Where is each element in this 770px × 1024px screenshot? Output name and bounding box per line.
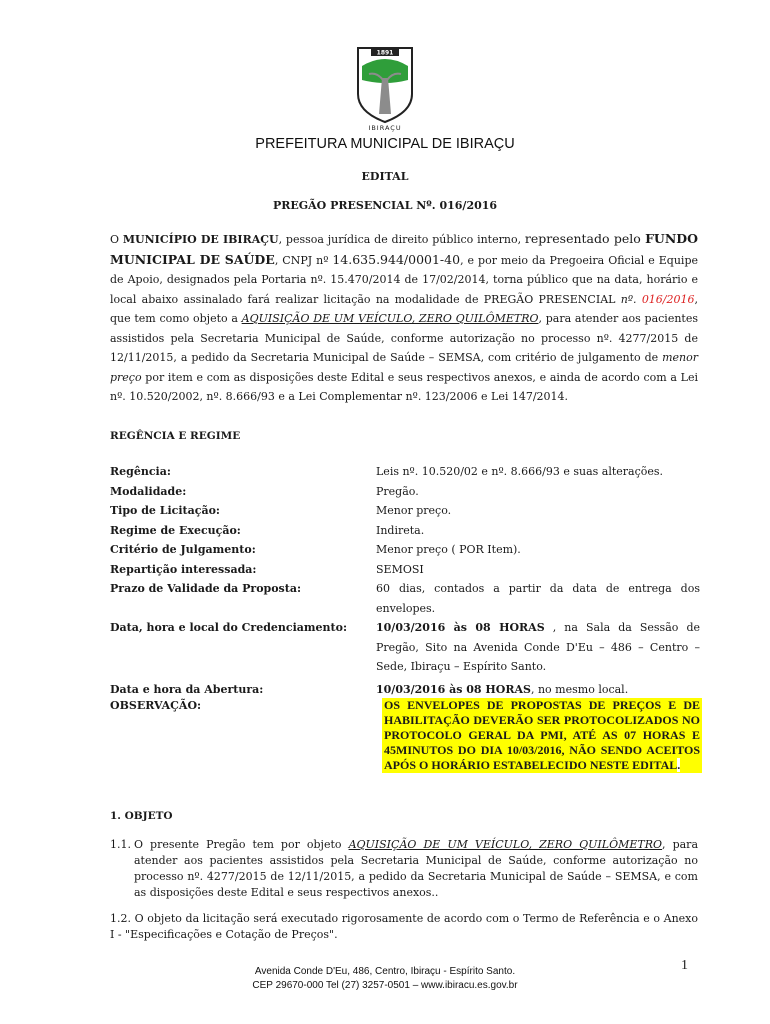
intro-paragraph: O MUNICÍPIO DE IBIRAÇU, pessoa jurídica de direito público interno, representado pelo FUNDO MUNICIPAL DE SAÚDE, CNPJ nº 14.635.944/0001-40, e por meio da Pregoeira Oficial e Equipe de Apoio, designados pela Portaria nº. 15.470/2014 de 17/02/2014, torna público que na data, horário e local abaixo assinalado fará realizar licitação na modalidade de PREGÃO PRESENCIAL nº. 016/2016, que tem como objeto a AQUISIÇÃO DE UM VEÍCULO, ZERO QUILÔMETRO, para atender aos pacientes assistidos pela Secretaria Municipal de Saúde, conforme autorização no processo nº. 4277/2015 de 12/11/2015, a pedido da Secretaria Municipal de Saúde – SEMSA, com critério de julgamento de menor preço por item e com as disposições deste Edital e seus respectivos anexos, e ainda de acordo com a Lei nº. 10.520/2002, nº. 8.666/93 e a Lei Complementar nº. 123/2006 e Lei 147/2014. [110,231,699,403]
table-row [110,618,700,677]
row-value: Menor preço. [376,504,452,517]
row-value: 60 dias, contados a partir da data de entrega dos envelopes. [376,582,700,615]
table-row [110,681,700,698]
row-label: Tipo de Licitação: [110,504,220,517]
svg-text:1891: 1891 [376,49,394,57]
row-value: Indireta. [376,523,425,537]
table-row [110,579,700,618]
observation-highlight: OS ENVELOPES DE PROPOSTAS DE PREÇOS E DE HABILITAÇÃO DEVERÃO SER PROTOCOLIZADOS NO PROTOCOLO GERAL DA PMI, ATÉ AS 07 HORAS E 45MINUTOS DO DIA 10/03/2016, NÃO SENDO ACEITOS APÓS O HORÁRIO ESTABELECIDO NESTE EDITAL. [384,697,700,772]
row-label: Regência: [110,465,171,478]
row-value: Menor preço ( POR Item). [376,543,521,556]
regencia-heading: REGÊNCIA E REGIME [110,430,241,442]
page-number: 1 [681,958,688,973]
table-row [110,560,700,580]
row-value: SEMOSI [376,562,424,576]
table-row [110,521,700,541]
table-row [110,482,700,502]
regencia-table [110,462,700,773]
row-value: Leis nº. 10.520/02 e nº. 8.666/93 e suas alterações. [376,465,664,478]
objeto-item-2: 1.2. O objeto da licitação será executado rigorosamente de acordo com o Termo de Referência e o Anexo I - "Especificações e Cotação de Preços". [110,912,698,941]
row-value: Pregão. [376,484,419,498]
page-footer [0,965,770,993]
row-label: Prazo de Validade da Proposta: [110,582,302,595]
objeto-heading: 1. OBJETO [110,810,173,822]
row-label: Modalidade: [110,484,187,498]
page-title: PREFEITURA MUNICIPAL DE IBIRAÇU [255,136,515,152]
objeto-item-1 [110,837,698,901]
row-value: 10/03/2016 às 08 HORAS, no mesmo local. [376,682,629,696]
table-row [110,540,700,560]
item-body: O presente Pregão tem por objeto AQUISIÇÃO DE UM VEÍCULO, ZERO QUILÔMETRO, para atender aos pacientes assistidos pela Secretaria Municipal de Saúde, conforme autorização no processo nº. 4277/2015 de 12/11/2015, a pedido da Secretaria Municipal de Saúde – SEMSA, e com as disposições deste Edital e seus respectivos anexos.. [134,838,699,899]
footer-contact: CEP 29670-000 Tel (27) 3257-0501 – www.ibiracu.es.gov.br [252,980,518,991]
row-label: Critério de Julgamento: [110,543,256,556]
row-label: Data e hora da Abertura: [110,682,264,696]
row-label: Repartição interessada: [110,562,257,576]
pregao-heading: PREGÃO PRESENCIAL Nº. 016/2016 [272,199,498,212]
footer-address: Avenida Conde D'Eu, 486, Centro, Ibiraçu - Espírito Santo. [254,966,516,977]
row-label: Data, hora e local do Credenciamento: [110,621,348,634]
row-label: Regime de Execução: [110,523,241,537]
municipal-coat-of-arms-logo [355,42,415,132]
table-row [110,501,700,521]
svg-text:IBIRAÇU: IBIRAÇU [368,124,402,132]
edital-heading: EDITAL [361,170,409,183]
row-value: 10/03/2016 às 08 HORAS , na Sala da Sessão de Pregão, Sito na Avenida Conde D'Eu – 486 – Centro – Sede, Ibiraçu – Espírito Santo. [376,621,700,673]
objeto-link-text: AQUISIÇÃO DE UM VEÍCULO, ZERO QUILÔMETRO [241,312,539,325]
table-row [110,462,700,482]
table-row [110,698,700,773]
item-number: 1.1. [110,838,131,851]
row-label: OBSERVAÇÃO: [110,698,202,712]
